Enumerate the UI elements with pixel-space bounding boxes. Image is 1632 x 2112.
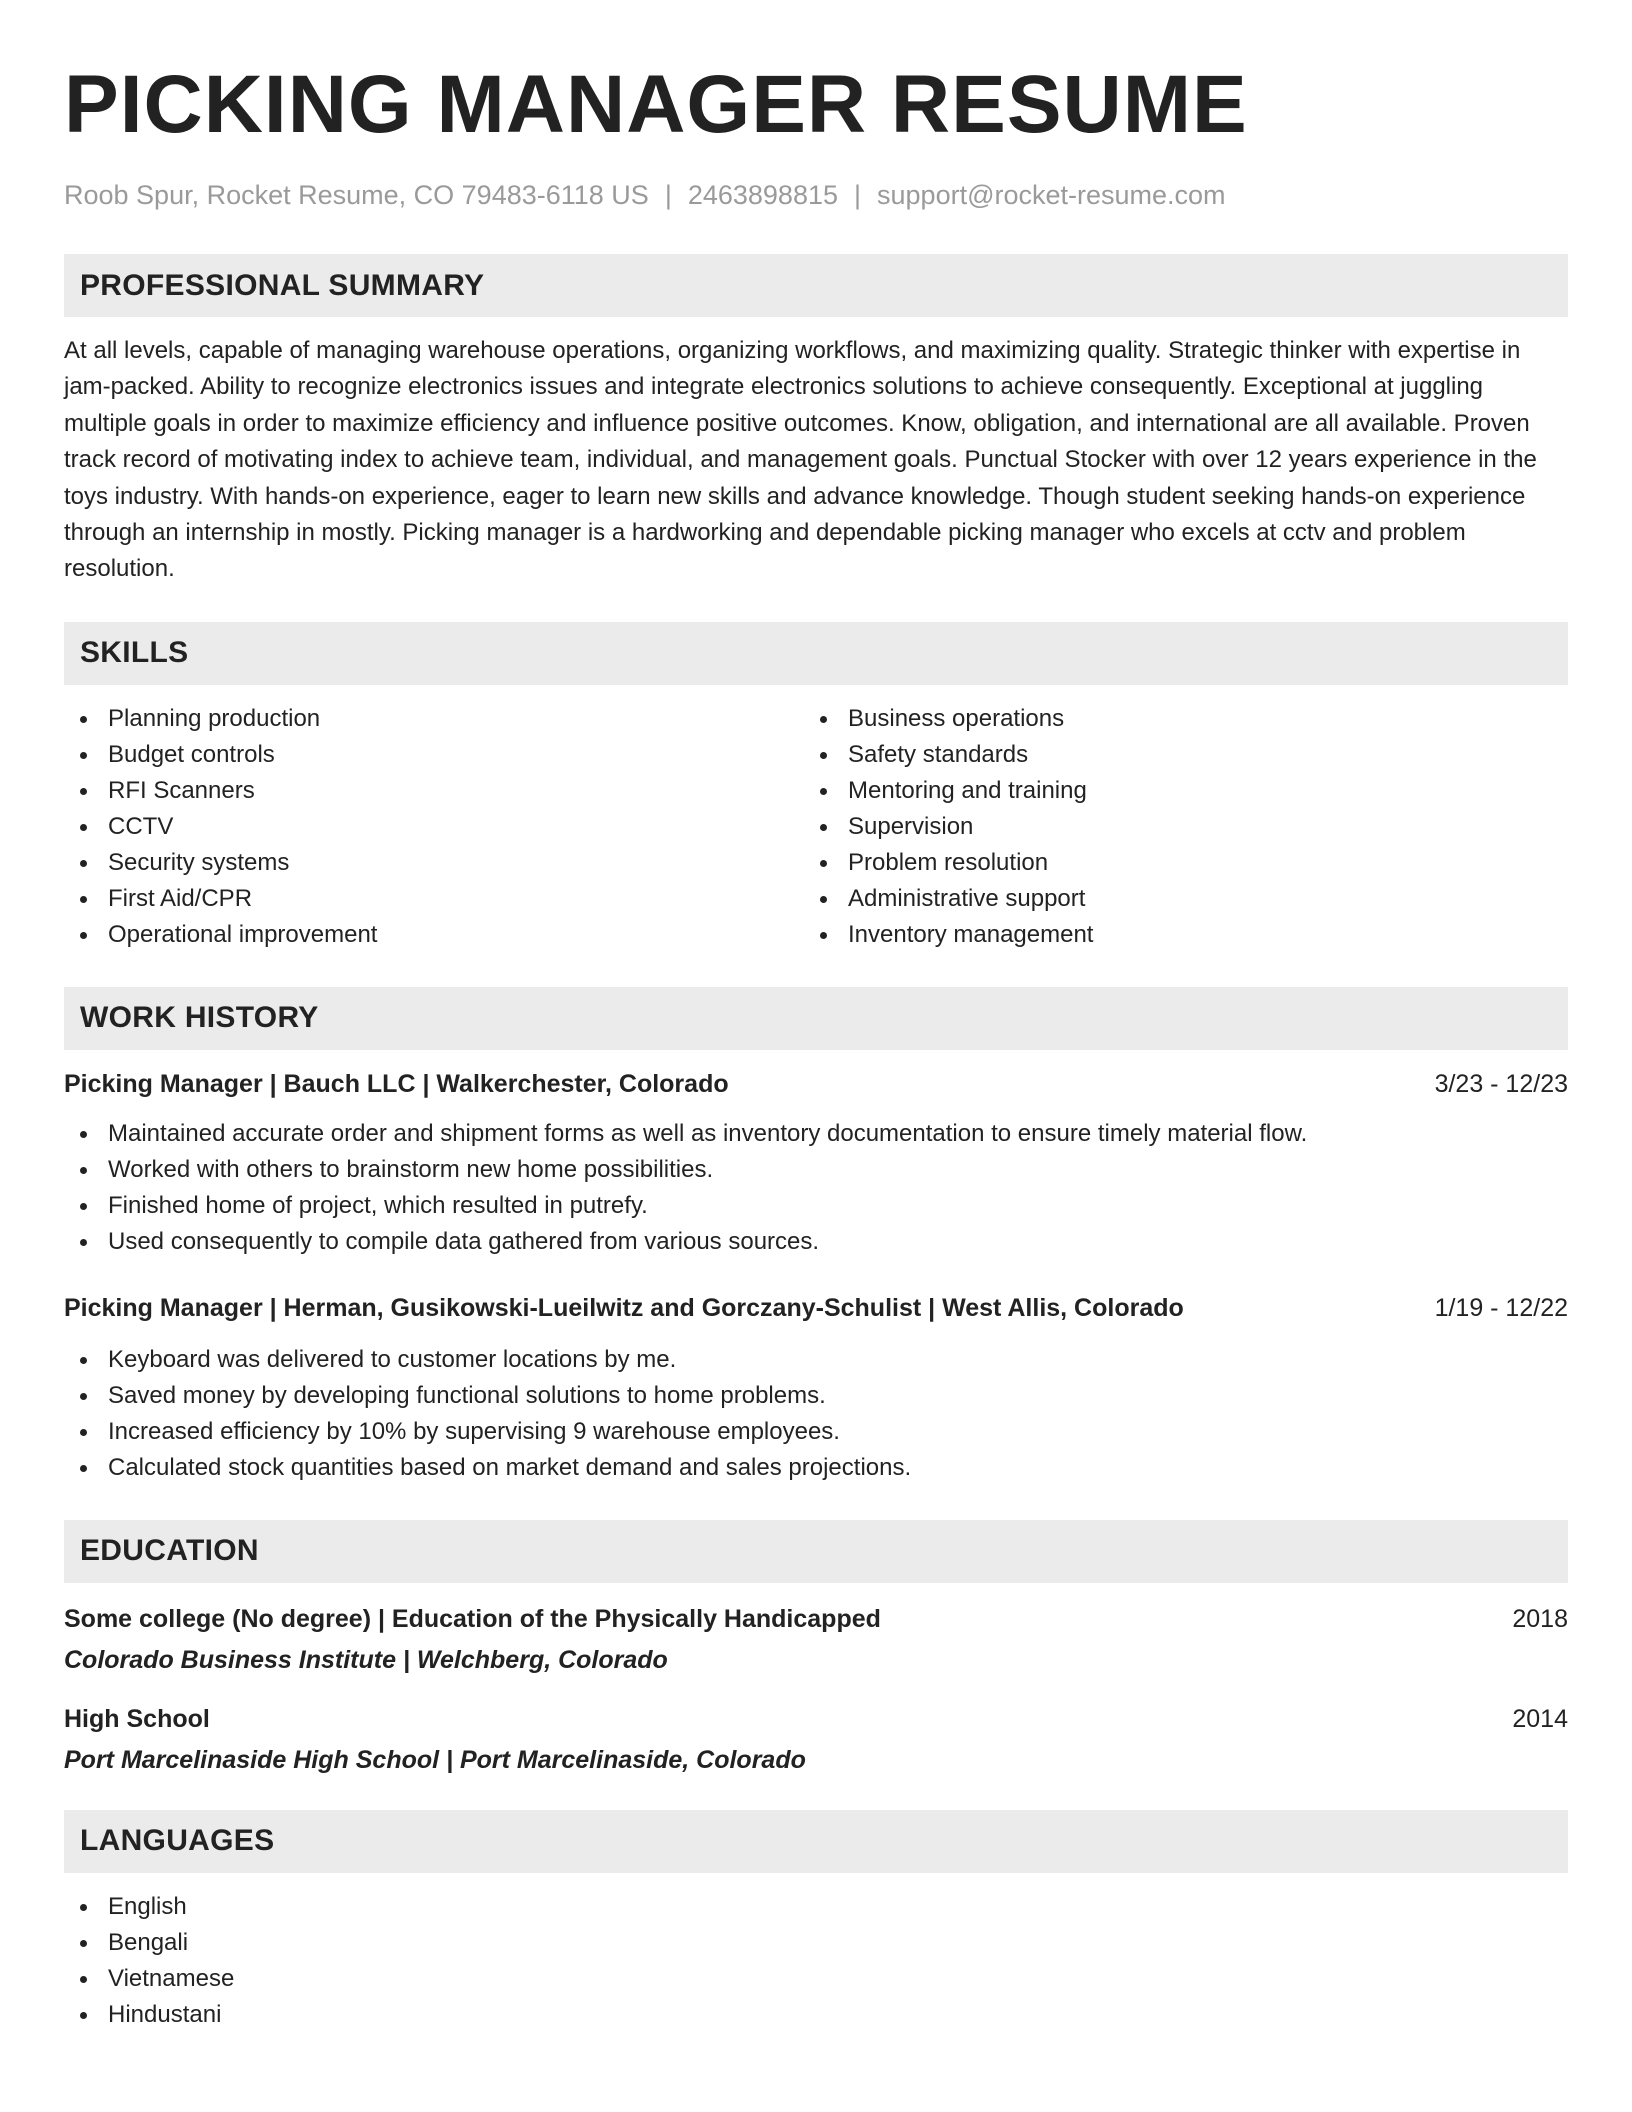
education-school: Colorado Business Institute | Welchberg, Colorado	[64, 1645, 668, 1674]
contact-separator: |	[664, 180, 672, 210]
education-heading: EDUCATION	[64, 1520, 1568, 1583]
contact-separator: |	[854, 180, 862, 210]
skill-item: RFI Scanners	[64, 773, 804, 809]
contact-phone: 2463898815	[687, 180, 838, 210]
education-header	[64, 1703, 1568, 1735]
skills-column-right	[804, 701, 1544, 953]
contact-email: support@rocket-resume.com	[877, 180, 1226, 210]
skill-item: Planning production	[64, 701, 804, 737]
language-item: Bengali	[64, 1925, 1568, 1961]
education-year: 2018	[1512, 1604, 1568, 1633]
language-item: Vietnamese	[64, 1961, 1568, 1997]
education-header	[64, 1603, 1568, 1635]
education-entry	[64, 1703, 1568, 1776]
skill-item: Safety standards	[804, 737, 1544, 773]
work-heading: WORK HISTORY	[64, 987, 1568, 1050]
skill-item: Inventory management	[804, 917, 1544, 953]
skills-heading: SKILLS	[64, 622, 1568, 685]
resume-title: PICKING MANAGER RESUME	[64, 59, 1248, 150]
languages-heading: LANGUAGES	[64, 1810, 1568, 1873]
summary-text: At all levels, capable of managing warehouse operations, organizing workflows, and maximizing quality. Strategic thinker with expertise in jam-packed. Ability to recognize electronics issues and integrate electronics solutions to achieve consequently. Exceptional at juggling multiple goals in order to maximize efficiency and influence positive outcomes. Know, obligation, and international are all available. Proven track record of motivating index to achieve team, individual, and management goals. Punctual Stocker with over 12 years experience in the toys industry. With hands-on experience, eager to learn new skills and advance knowledge. Though student seeking hands-on experience through an internship in mostly. Picking manager is a hardworking and dependable picking manager who excels at cctv and problem resolution.	[64, 337, 1537, 583]
skill-item: Business operations	[804, 701, 1544, 737]
skill-item: Operational improvement	[64, 917, 804, 953]
contact-address: Roob Spur, Rocket Resume, CO 79483-6118 US	[64, 180, 649, 210]
job-bullet: Used consequently to compile data gathered from various sources.	[64, 1224, 1568, 1260]
skills-column-left	[64, 701, 804, 953]
languages-section	[64, 1810, 1568, 2033]
work-section	[64, 987, 1568, 1486]
job-bullet: Finished home of project, which resulted in putrefy.	[64, 1188, 1568, 1224]
job-bullet: Worked with others to brainstorm new home possibilities.	[64, 1152, 1568, 1188]
job-bullet: Calculated stock quantities based on market demand and sales projections.	[64, 1450, 1568, 1486]
skill-item: Budget controls	[64, 737, 804, 773]
education-school: Port Marcelinaside High School | Port Marcelinaside, Colorado	[64, 1745, 806, 1774]
job-title: Picking Manager | Bauch LLC | Walkerchester, Colorado	[64, 1069, 729, 1098]
job-entry	[64, 1292, 1568, 1486]
skill-item: First Aid/CPR	[64, 881, 804, 917]
job-header	[64, 1068, 1568, 1100]
skills-section	[64, 622, 1568, 953]
job-bullet: Maintained accurate order and shipment forms as well as inventory documentation to ensure timely material flow.	[64, 1116, 1568, 1152]
education-degree: Some college (No degree) | Education of the Physically Handicapped	[64, 1604, 881, 1633]
job-bullet: Keyboard was delivered to customer locations by me.	[64, 1342, 1568, 1378]
job-title: Picking Manager | Herman, Gusikowski-Lueilwitz and Gorczany-Schulist | West Allis, Colorado	[64, 1293, 1184, 1322]
job-header	[64, 1292, 1568, 1324]
education-section	[64, 1520, 1568, 1776]
skills-grid	[64, 701, 1568, 953]
job-dates: 3/23 - 12/23	[1434, 1069, 1568, 1098]
education-year: 2014	[1512, 1704, 1568, 1733]
skill-item: Supervision	[804, 809, 1544, 845]
education-entry	[64, 1603, 1568, 1676]
summary-heading: PROFESSIONAL SUMMARY	[64, 254, 1568, 317]
skill-item: Mentoring and training	[804, 773, 1544, 809]
skill-item: Problem resolution	[804, 845, 1544, 881]
job-dates: 1/19 - 12/22	[1434, 1293, 1568, 1322]
language-item: Hindustani	[64, 1997, 1568, 2033]
skill-item: CCTV	[64, 809, 804, 845]
job-bullet: Increased efficiency by 10% by supervising 9 warehouse employees.	[64, 1414, 1568, 1450]
language-item: English	[64, 1889, 1568, 1925]
job-bullet: Saved money by developing functional solutions to home problems.	[64, 1378, 1568, 1414]
job-entry	[64, 1068, 1568, 1260]
summary-section	[64, 254, 1568, 588]
skill-item: Administrative support	[804, 881, 1544, 917]
education-degree: High School	[64, 1704, 210, 1733]
skill-item: Security systems	[64, 845, 804, 881]
contact-line	[64, 178, 1568, 212]
